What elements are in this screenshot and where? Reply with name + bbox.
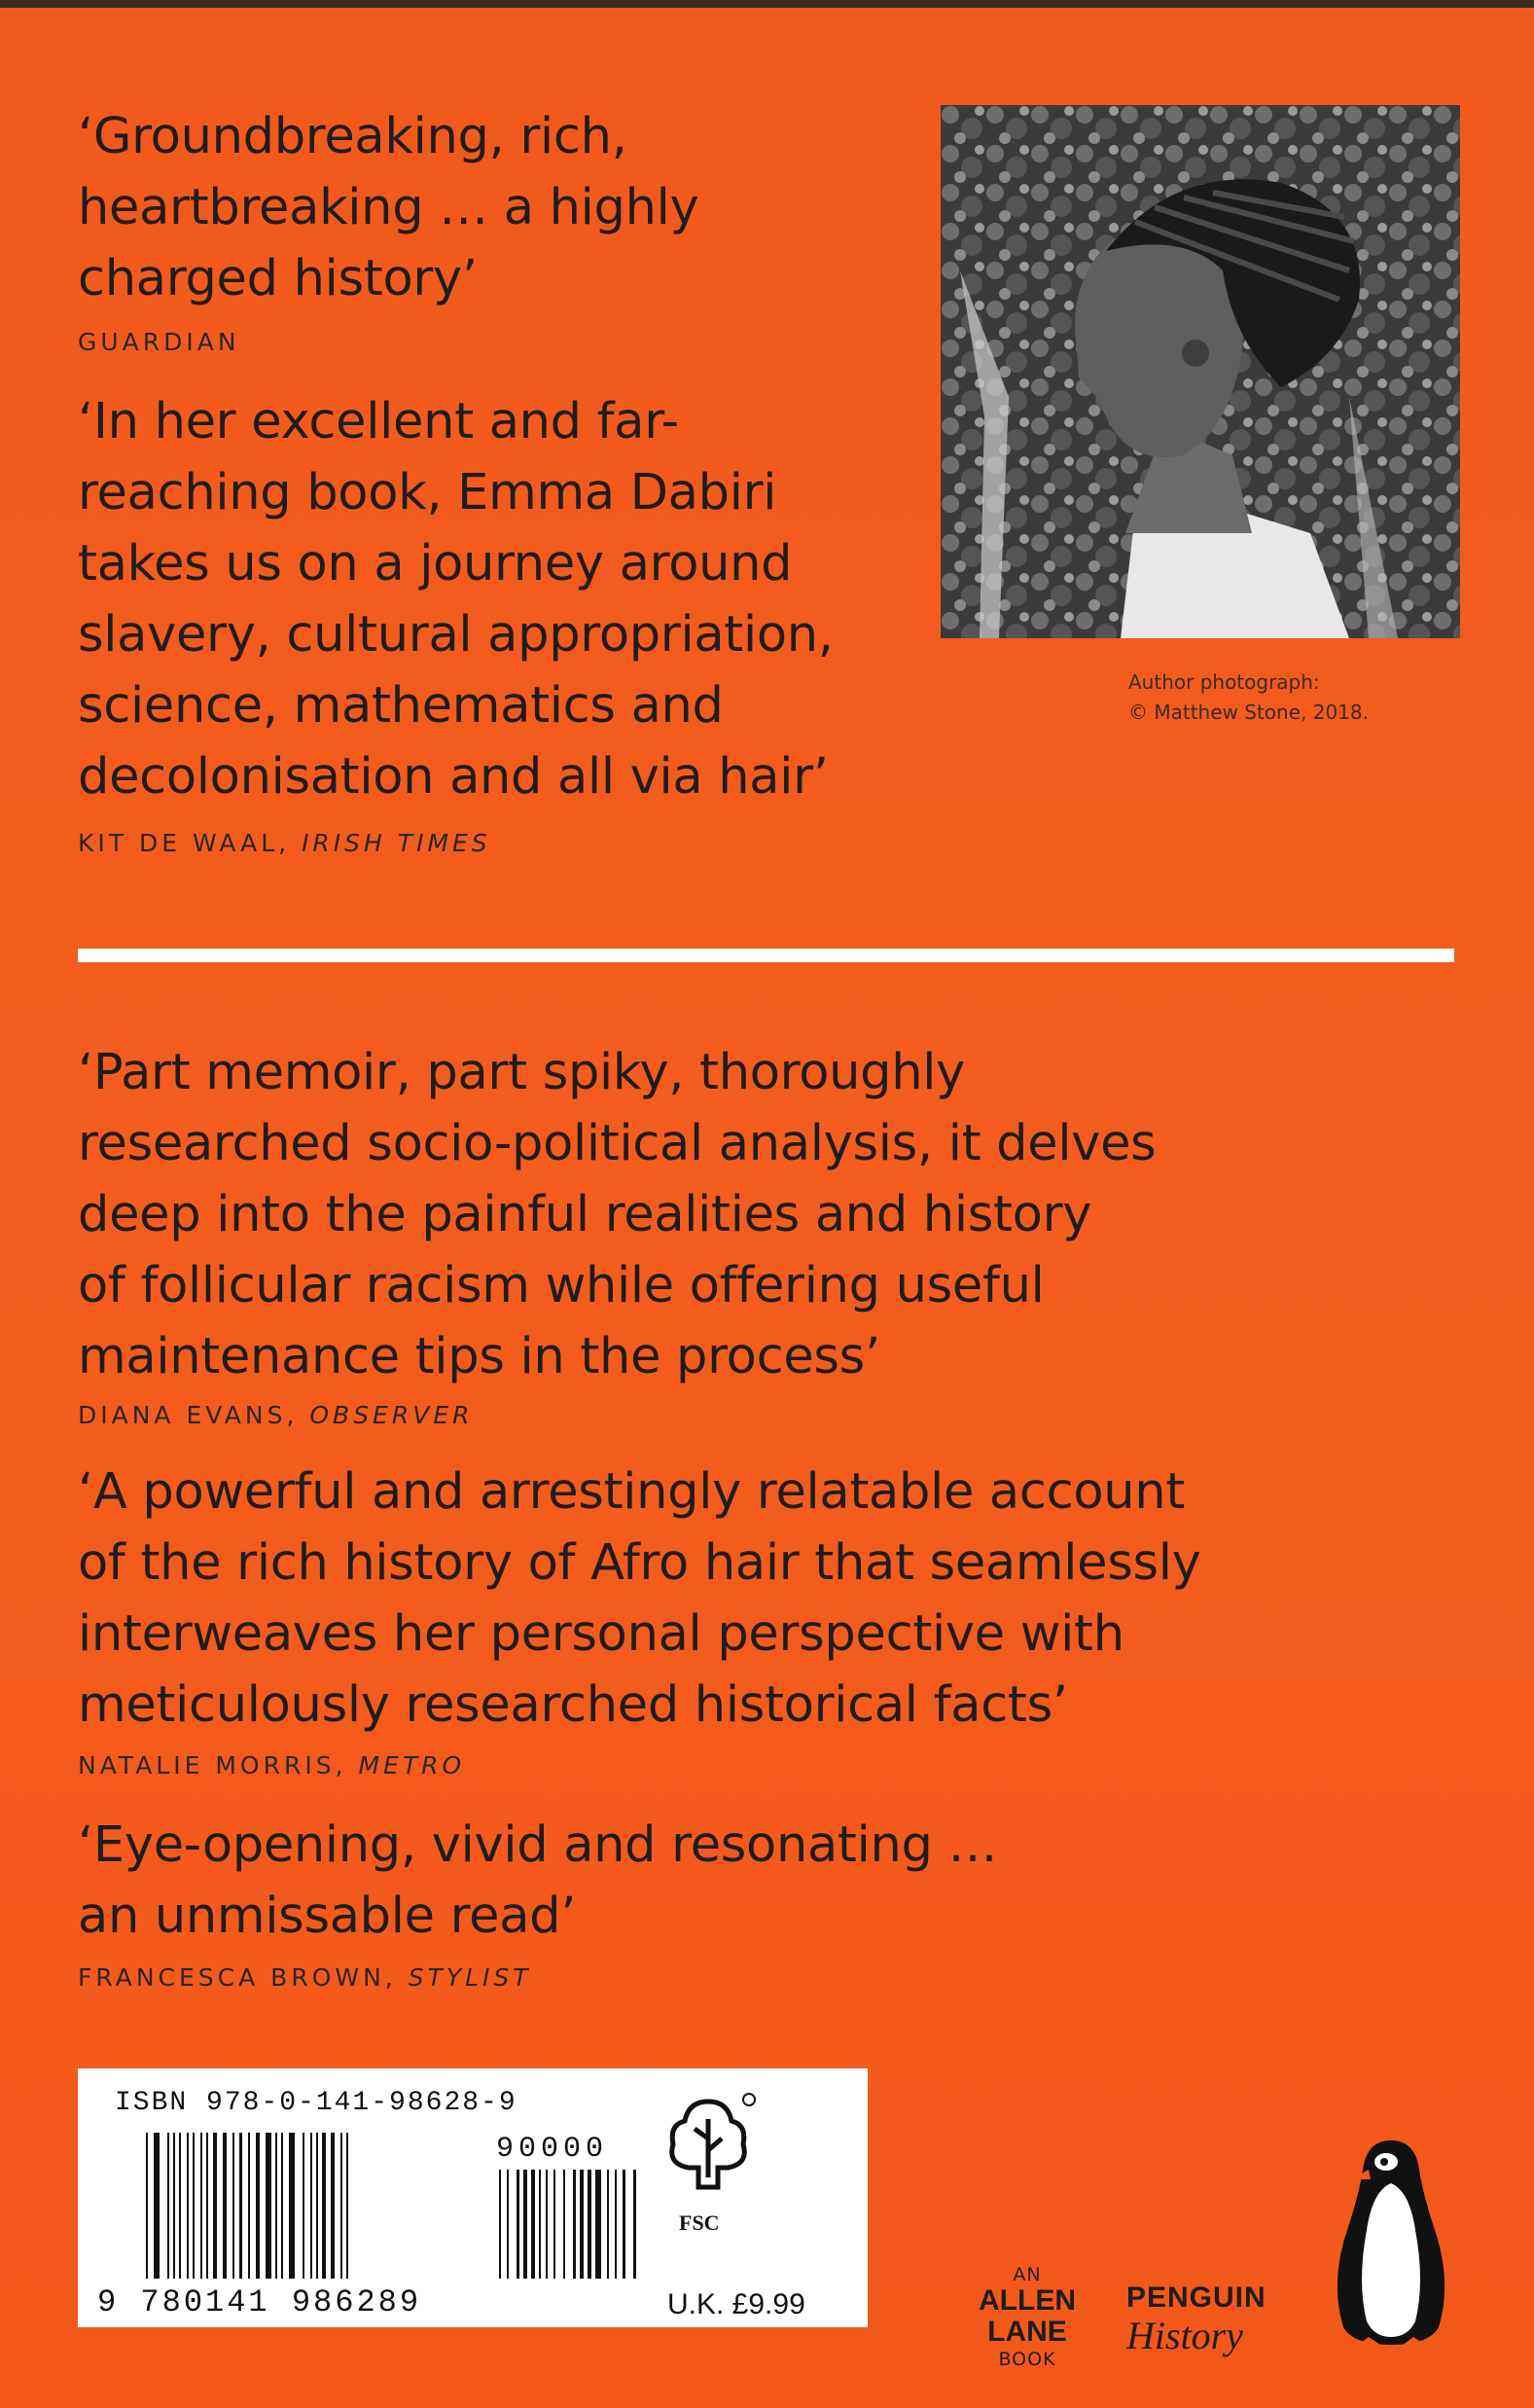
quote-line: meticulously researched historical facts’ [78,1676,1068,1734]
attribution-publication: IRISH TIMES [302,829,491,857]
barcode-bar [623,2170,625,2279]
barcode-bar [193,2133,195,2279]
quote-line: interweaves her personal perspective with [78,1605,1124,1663]
quote-line: slavery, cultural appropriation, [78,606,834,664]
barcode-bar [167,2133,169,2279]
barcode-bar [331,2133,335,2279]
addon-barcode [499,2170,645,2284]
barcode-bar [553,2170,555,2279]
barcode-bar [173,2133,175,2279]
quote-line: an unmissable read’ [78,1887,577,1945]
photo-credit-line: © Matthew Stone, 2018. [1128,701,1369,724]
barcode-bar [200,2133,202,2279]
penguin-icon [1330,2137,1452,2353]
quote-line: takes us on a journey around [78,535,793,593]
quote-irish-times [78,386,834,812]
barcode-bar [507,2170,509,2279]
quote-line: ‘A powerful and arrestingly relatable account [78,1463,1186,1521]
fsc-label: FSC [679,2210,720,2235]
imprint-logo [969,2264,1086,2371]
fsc-tree-icon [660,2090,757,2207]
barcode-bar [499,2170,501,2279]
attribution-publication: OBSERVER [309,1401,474,1429]
price: U.K. £9.99 [667,2288,805,2320]
barcode-panel [78,2068,868,2327]
divider [78,949,1454,962]
barcode-bar [303,2133,304,2279]
imprint-book: BOOK [998,2349,1056,2370]
ean-digits: 9 780141 986289 [97,2284,422,2320]
photo-credit [1128,667,1369,728]
isbn-label: ISBN 978-0-141-98628-9 [115,2088,517,2118]
barcode-bar [316,2133,318,2279]
barcode-bar [523,2170,527,2279]
addon-digits: 90000 [496,2133,609,2166]
barcode-bar [546,2170,548,2279]
barcode-bar [633,2170,636,2279]
barcode-bar [517,2170,519,2279]
cover-edge [0,0,1534,8]
quote-attribution [78,829,491,857]
barcode-bar [239,2133,242,2279]
author-photo [941,105,1460,638]
barcode-bar [281,2133,283,2279]
quote-line: science, mathematics and [78,677,724,735]
quote-guardian [78,101,698,314]
ean-barcode [146,2133,438,2288]
barcode-bar [607,2170,609,2279]
quote-line: ‘Groundbreaking, rich, [78,108,627,165]
attribution-source: KIT DE WAAL, [78,829,291,857]
attribution-source: DIANA EVANS, [78,1401,299,1429]
series-logo [1126,2282,1266,2357]
barcode-bar [289,2133,295,2279]
attribution-publication: STYLIST [408,1963,532,1992]
barcode-bar [232,2133,234,2279]
barcode-bar [256,2133,260,2279]
barcode-bar [340,2133,342,2279]
quote-attribution [78,328,240,356]
barcode-bar [615,2170,617,2279]
barcode-bar [248,2133,250,2279]
photo-credit-line: Author photograph: [1128,670,1320,694]
barcode-bar [580,2170,584,2279]
quote-stylist [78,1810,997,1952]
quote-line: researched socio-political analysis, it delves [78,1115,1157,1172]
barcode-bar [563,2170,565,2279]
barcode-bar [187,2133,189,2279]
barcode-bar [539,2170,541,2279]
attribution-source: GUARDIAN [78,328,240,356]
quote-attribution [78,1751,465,1779]
barcode-bar [223,2133,227,2279]
barcode-bar [595,2170,601,2279]
quote-attribution [78,1401,474,1429]
quote-line: ‘Eye-opening, vivid and resonating … [78,1816,998,1874]
barcode-bar [154,2133,160,2279]
imprint-line: ALLEN [979,2284,1076,2317]
barcode-bar [322,2133,326,2279]
quote-line: reaching book, Emma Dabiri [78,464,777,521]
barcode-bar [346,2133,348,2279]
quote-observer [78,1037,1156,1392]
publisher-name: PENGUIN [1126,2282,1266,2314]
quote-line: ‘Part memoir, part spiky, thoroughly [78,1044,965,1101]
barcode-bar [146,2133,148,2279]
quote-line: heartbreaking … a highly [78,179,699,236]
barcode-bar [179,2133,181,2279]
imprint-line: LANE [987,2316,1067,2348]
quote-line: deep into the painful realities and history [78,1186,1092,1243]
series-name: History [1126,2314,1243,2357]
quote-line: ‘In her excellent and far- [78,393,679,450]
barcode-bar [573,2170,576,2279]
quote-line: charged history’ [78,250,478,307]
barcode-bar [275,2133,277,2279]
quote-line: decolonisation and all via hair’ [78,748,829,806]
barcode-bar [213,2133,217,2279]
attribution-source: FRANCESCA BROWN, [78,1963,397,1992]
quote-line: maintenance tips in the process’ [78,1328,880,1385]
barcode-bar [588,2170,591,2279]
quote-line: of the rich history of Afro hair that seamlessly [78,1534,1201,1592]
quote-metro [78,1456,1201,1741]
quote-attribution [78,1963,532,1992]
barcode-bar [206,2133,208,2279]
barcode-bar [266,2133,271,2279]
attribution-source: NATALIE MORRIS, [78,1751,347,1779]
barcode-bar [310,2133,312,2279]
barcode-bar [531,2170,535,2279]
attribution-publication: METRO [358,1751,466,1779]
imprint-an: AN [1013,2264,1042,2285]
quote-line: of follicular racism while offering useful [78,1257,1045,1314]
